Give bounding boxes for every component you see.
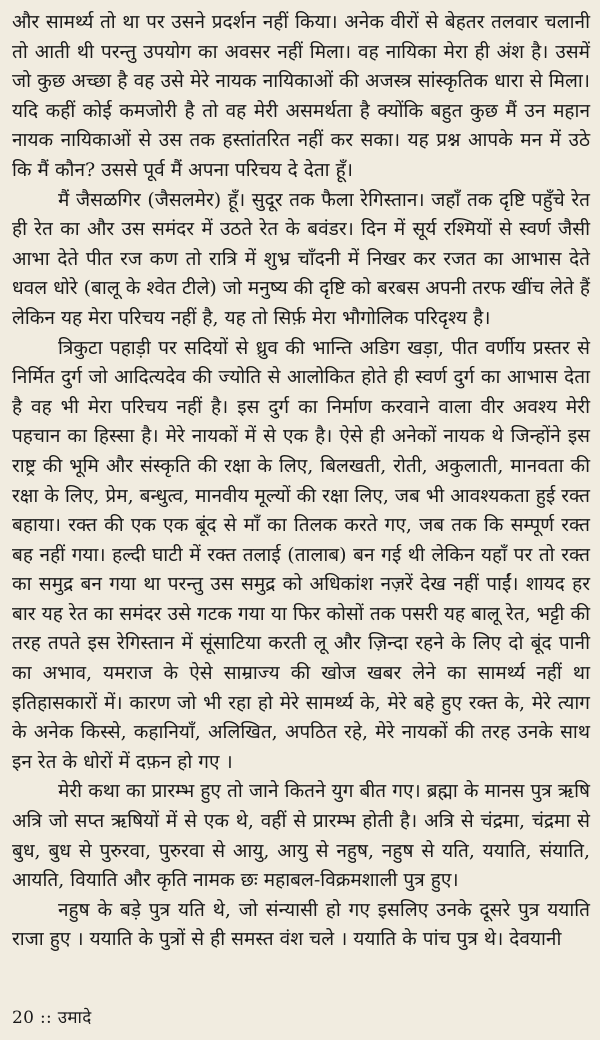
paragraph-1: और सामर्थ्य तो था पर उसने प्रदर्शन नहीं किया। अनेक वीरों से बेहतर तलवार चलानी तो आती थी परन्तु उपयोग का अवसर नहीं मिला। वह नायिका मेरा ही अंश है। उसमें जो कुछ अच्छा है वह उसे मेरे नायक नायिकाओं की अजस्त्र सांस्कृतिक धारा से मिला। यदि कहीं कोई कमजोरी है तो वह मेरी असमर्थता है क्योंकि बहुत कुछ मैं उन महान नायक नायिकाओं से उस तक हस्तांतरित नहीं कर सका। यह प्रश्न आपके मन में उठे कि मैं कौन? उससे पूर्व मैं अपना परिचय दे देता हूँ। xyxy=(12,11,590,181)
page-footer xyxy=(12,1005,92,1028)
page-number: 20 xyxy=(12,1008,35,1028)
book-title: उमादे xyxy=(57,1008,92,1028)
paragraph-3: त्रिकुटा पहाड़ी पर सदियों से ध्रुव की भान्ति अडिग खड़ा, पीत वर्णीय प्रस्तर से निर्मित दुर्ग जो आदित्यदेव की ज्योति से आलोकित होते ही स्वर्ण दुर्ग का आभास देता है वह भी मेरा परिचय नहीं है। इस दुर्ग का निर्माण करवाने वाला वीर अवश्य मेरी पहचान का हिस्सा है। मेरे नायकों में से एक है। ऐसे ही अनेकों नायक थे जिन्होंने इस राष्ट्र की भूमि और संस्कृति की रक्षा के लिए, बिलखती, रोती, अकुलाती, मानवता की रक्षा के लिए, प्रेम, बन्धुत्व, मानवीय मूल्यों की रक्षा लिए, जब भी आवश्यकता हुई रक्त बहाया। रक्त की एक एक बूंद से माँ का तिलक करते गए, जब तक कि सम्पूर्ण रक्त बह नहीं गया। हल्दी घाटी में रक्त तलाई (तालाब) बन गई थी लेकिन यहाँ पर तो रक्त का समुद्र बन गया था परन्तु उस समुद्र को अधिकांश नज़रें देख नहीं पाईं। शायद हर बार यह रेत का समंदर उसे गटक गया या फिर कोसों तक पसरी यह बालू रेत, भट्टी की तरह तपते इस रेगिस्तान में सूंसाटिया करती लू और ज़िन्दा रहने के लिए दो बूंद पानी का अभाव, यमराज के ऐसे साम्राज्य की खोज खबर लेने का सामर्थ्य नहीं था इतिहासकारों में। कारण जो भी रहा हो मेरे सामर्थ्य के, मेरे बहे हुए रक्त के, मेरे त्याग के अनेक किस्से, कहानियाँ, अलिखित, अपठित रहे, मेरे नायकों की तरह उनके साथ इन रेत के धोरों में दफ़न हो गए । xyxy=(12,336,590,773)
footer-separator: :: xyxy=(39,1008,53,1028)
paragraph-5: नहुष के बड़े पुत्र यति थे, जो संन्यासी हो गए इसलिए उनके दूसरे पुत्र ययाति राजा हुए । ययाति के पुत्रों से ही समस्त वंश चले । ययाति के पांच पुत्र थे। देवयानी xyxy=(12,898,590,951)
paragraph-4: मेरी कथा का प्रारम्भ हुए तो जाने कितने युग बीत गए। ब्रह्मा के मानस पुत्र ऋषि अत्रि जो सप्त ऋषियों में से एक थे, वहीं से प्रारम्भ होती है। अत्रि से चंद्रमा, चंद्रमा से बुध, बुध से पुरुरवा, पुरुरवा से आयु, आयु से नहुष, नहुष से यति, ययाति, संयाति, आयति, वियाति और कृति नामक छः महाबल-विक्रमशाली पुत्र हुए। xyxy=(12,780,590,892)
page-body xyxy=(12,8,590,955)
paragraph-2: मैं जैसळगिर (जैसलमेर) हूँ। सुदूर तक फैला रेगिस्तान। जहाँ तक दृष्टि पहुँचे रेत ही रेत का और उस समंदर में उठते रेत के बवंडर। दिन में सूर्य रश्मियों से स्वर्ण जैसी आभा देते पीत रज कण तो रात्रि में शुभ्र चाँदनी में निखर कर रजत का आभास देते धवल धोरे (बालू के श्वेत टीले) जो मनुष्य की दृष्टि को बरबस अपनी तरफ खींच लेते हैं लेकिन यह मेरा परिचय नहीं है, यह तो सिर्फ़ मेरा भौगोलिक परिदृश्य है। xyxy=(12,188,590,329)
